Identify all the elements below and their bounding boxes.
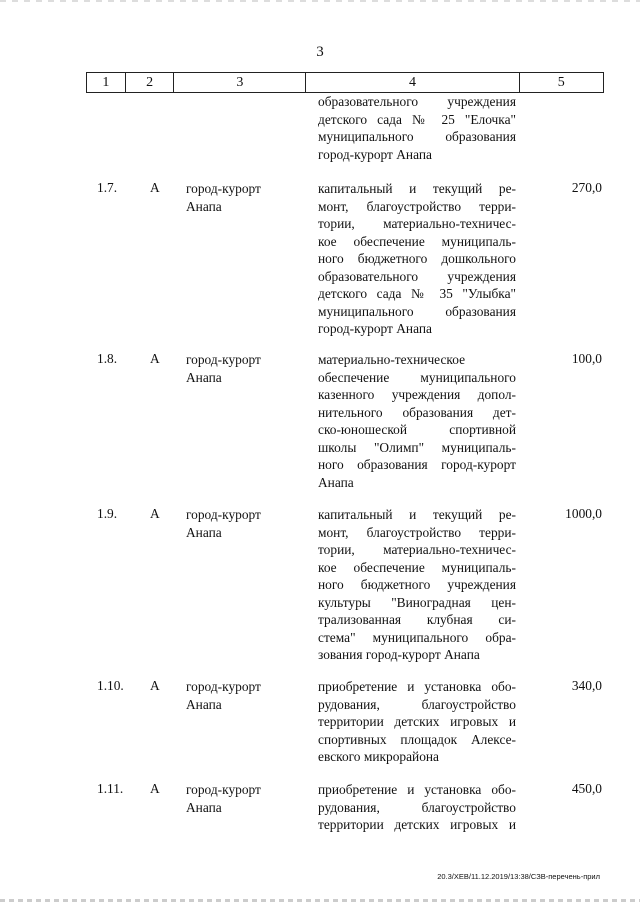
scan-artifact-top <box>0 0 640 2</box>
desc-line: стема" муниципального обра- <box>318 629 516 645</box>
desc-line: монт, благоустройство терри- <box>318 198 516 214</box>
row-place <box>186 180 261 215</box>
place-line: Анапа <box>186 524 222 540</box>
place-line: Анапа <box>186 198 222 214</box>
row-category: А <box>150 678 160 693</box>
desc-line: зования город-курорт Анапа <box>318 647 480 662</box>
row-amount: 340,0 <box>571 678 602 693</box>
desc-line: капитальный и текущий ре- <box>318 507 516 522</box>
desc-line: приобретение и установка обо- <box>318 679 516 694</box>
header-col-2: 2 <box>125 73 174 93</box>
row-description <box>318 180 516 338</box>
place-line: город-курорт <box>186 352 261 367</box>
row-number: 1.11. <box>97 781 124 796</box>
desc-line: ско-юношеской спортивной <box>318 422 516 437</box>
row-number: 1.9. <box>97 506 118 521</box>
desc-line: приобретение и установка обо- <box>318 782 516 797</box>
page-number: 3 <box>316 44 324 60</box>
desc-line: капитальный и текущий ре- <box>318 181 516 196</box>
row-description <box>318 678 516 766</box>
row-description <box>318 781 516 834</box>
row-place <box>186 781 261 816</box>
desc-line: рудования, благоустройство <box>318 799 516 815</box>
desc-line: спортивных площадок Алексе- <box>318 731 516 747</box>
desc-line: муниципального образования <box>318 129 516 144</box>
desc-line: тории, материально-техничес- <box>318 216 516 231</box>
row-number: 1.8. <box>97 351 118 366</box>
place-line: город-курорт <box>186 181 261 196</box>
place-line: город-курорт <box>186 782 261 797</box>
desc-line: Анапа <box>318 474 354 490</box>
desc-line: монт, благоустройство терри- <box>318 524 516 540</box>
place-line: Анапа <box>186 369 222 385</box>
desc-line: евского микрорайона <box>318 749 439 764</box>
row-amount: 1000,0 <box>565 506 602 521</box>
header-col-1: 1 <box>87 73 126 93</box>
continuation-description <box>318 93 516 163</box>
desc-line: город-курорт Анапа <box>318 146 432 162</box>
place-line: город-курорт <box>186 507 261 522</box>
place-line: Анапа <box>186 799 222 815</box>
row-category: А <box>150 351 160 366</box>
header-col-3: 3 <box>174 73 306 93</box>
desc-line: образовательного учреждения <box>318 268 516 284</box>
row-place <box>186 506 261 541</box>
desc-line: трализованная клубная си- <box>318 612 516 627</box>
desc-line: кое обеспечение муниципаль- <box>318 233 516 249</box>
place-line: город-курорт <box>186 679 261 694</box>
desc-line: казенного учреждения допол- <box>318 387 516 402</box>
desc-line: ного образования город-курорт <box>318 457 516 472</box>
column-header-table <box>86 72 604 93</box>
desc-line: школы "Олимп" муниципаль- <box>318 439 516 455</box>
scan-artifact-bottom <box>0 899 640 902</box>
desc-line: рудования, благоустройство <box>318 696 516 712</box>
desc-line: город-курорт Анапа <box>318 321 432 336</box>
row-category: А <box>150 506 160 521</box>
row-place <box>186 678 261 713</box>
desc-line: ного бюджетного дошкольного <box>318 251 516 266</box>
document-footer-code: 20.3/ХЕВ/11.12.2019/13:38/СЗВ-перечень-прил <box>437 872 600 881</box>
desc-line: образовательного учреждения <box>318 94 516 109</box>
row-category: А <box>150 180 160 195</box>
row-description <box>318 351 516 491</box>
row-number: 1.7. <box>97 180 118 195</box>
row-amount: 450,0 <box>571 781 602 796</box>
desc-line: кое обеспечение муниципаль- <box>318 559 516 575</box>
header-col-4: 4 <box>306 73 519 93</box>
desc-line: детского сада № 25 "Елочка" <box>318 111 516 127</box>
place-line: Анапа <box>186 696 222 712</box>
row-description <box>318 506 516 664</box>
desc-line: территории детских игровых и <box>318 817 516 832</box>
desc-line: муниципального образования <box>318 303 516 319</box>
row-number: 1.10. <box>97 678 124 693</box>
row-amount: 100,0 <box>571 351 602 366</box>
row-amount: 270,0 <box>571 180 602 195</box>
row-category: А <box>150 781 160 796</box>
desc-line: ного бюджетного учреждения <box>318 577 516 592</box>
desc-line: тории, материально-техничес- <box>318 542 516 557</box>
header-col-5: 5 <box>519 73 603 93</box>
desc-line: нительного образования дет- <box>318 404 516 420</box>
desc-line: культуры "Виноградная цен- <box>318 594 516 610</box>
desc-line: детского сада № 35 "Улыбка" <box>318 286 516 301</box>
desc-line: территории детских игровых и <box>318 714 516 729</box>
desc-line: обеспечение муниципального <box>318 369 516 385</box>
row-place <box>186 351 261 386</box>
desc-line: материально-техническое <box>318 352 466 367</box>
